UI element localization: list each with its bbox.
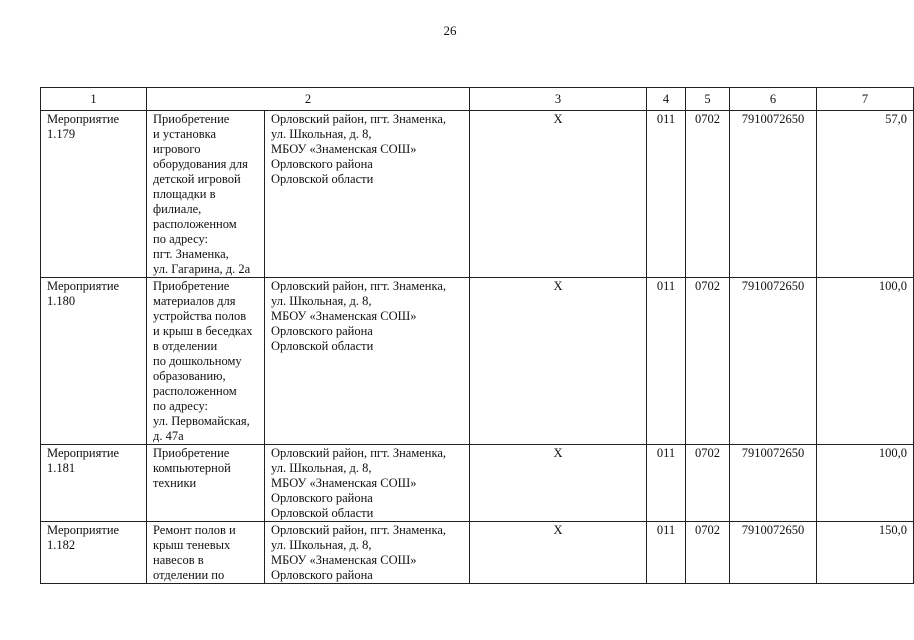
col7-cell: 150,0 [817, 522, 914, 584]
header-cell-6: 6 [730, 88, 817, 111]
description-cell: Приобретение и установка игрового оборудования для детской игровой площадки в филиале, расположенном по адресу: пгт. Знаменка, ул. Гагарина, д. 2а [147, 111, 265, 278]
table-row [41, 111, 914, 278]
col3-cell: Х [470, 445, 647, 522]
header-cell-3: 3 [470, 88, 647, 111]
header-row [41, 88, 914, 111]
header-cell-7: 7 [817, 88, 914, 111]
event-cell: Мероприятие 1.180 [41, 278, 147, 445]
table-row [41, 445, 914, 522]
col7-cell: 100,0 [817, 445, 914, 522]
description-cell: Приобретение материалов для устройства полов и крыш в беседках в отделении по дошкольному образованию, расположенном по адресу: ул. Первомайская, д. 47а [147, 278, 265, 445]
table-row [41, 522, 914, 584]
page-number: 26 [443, 23, 457, 38]
col3-cell: Х [470, 278, 647, 445]
col5-cell: 0702 [686, 111, 730, 278]
col4-cell: 011 [647, 522, 686, 584]
col6-cell: 7910072650 [730, 111, 817, 278]
event-cell: Мероприятие 1.179 [41, 111, 147, 278]
col5-cell: 0702 [686, 278, 730, 445]
description-cell: Приобретение компьютерной техники [147, 445, 265, 522]
col4-cell: 011 [647, 111, 686, 278]
col6-cell: 7910072650 [730, 278, 817, 445]
col7-cell: 100,0 [817, 278, 914, 445]
address-cell: Орловский район, пгт. Знаменка, ул. Школьная, д. 8, МБОУ «Знаменская СОШ» Орловского района [265, 522, 470, 584]
event-cell: Мероприятие 1.181 [41, 445, 147, 522]
description-cell: Ремонт полов и крыш теневых навесов в отделении по [147, 522, 265, 584]
address-cell: Орловский район, пгт. Знаменка, ул. Школьная, д. 8, МБОУ «Знаменская СОШ» Орловского района Орловской области [265, 445, 470, 522]
col7-cell: 57,0 [817, 111, 914, 278]
header-cell-1: 1 [41, 88, 147, 111]
address-cell: Орловский район, пгт. Знаменка, ул. Школьная, д. 8, МБОУ «Знаменская СОШ» Орловского района Орловской области [265, 111, 470, 278]
budget-table [40, 87, 914, 584]
col6-cell: 7910072650 [730, 522, 817, 584]
col4-cell: 011 [647, 445, 686, 522]
col5-cell: 0702 [686, 445, 730, 522]
col3-cell: Х [470, 111, 647, 278]
address-cell: Орловский район, пгт. Знаменка, ул. Школьная, д. 8, МБОУ «Знаменская СОШ» Орловского района Орловской области [265, 278, 470, 445]
header-cell-4: 4 [647, 88, 686, 111]
col3-cell: Х [470, 522, 647, 584]
table-row [41, 278, 914, 445]
col6-cell: 7910072650 [730, 445, 817, 522]
header-cell-2: 2 [147, 88, 470, 111]
col5-cell: 0702 [686, 522, 730, 584]
col4-cell: 011 [647, 278, 686, 445]
event-cell: Мероприятие 1.182 [41, 522, 147, 584]
header-cell-5: 5 [686, 88, 730, 111]
